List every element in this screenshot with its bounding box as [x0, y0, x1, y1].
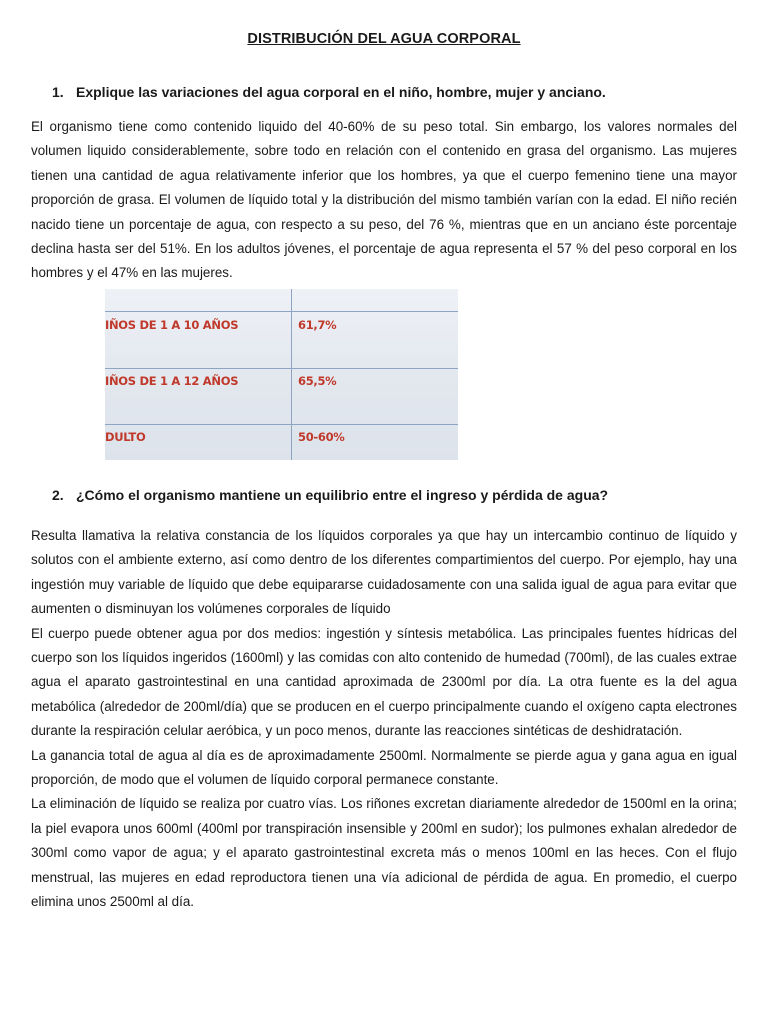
question-1-number: 1.	[52, 84, 64, 100]
question-1-heading	[52, 84, 606, 100]
answer-2-paragraph: Resulta llamativa la relativa constancia de los líquidos corporales ya que hay un intercambio continuo de líquido y solutos con el ambiente externo, así como dentro de los diferentes compartimientos del cuerpo. Por ejemplo, hay una ingestión muy variable de líquido que debe equipararse cuidadosamente con una salida igual de agua para evitar que aumenten o disminuyan los volúmenes corporales de líquido	[31, 528, 737, 617]
table-row-2-value: 65,5%	[298, 374, 337, 388]
table-row-1-value: 61,7%	[298, 318, 337, 332]
question-2-number: 2.	[52, 487, 64, 503]
table-row-2-label: IÑOS DE 1 A 12 AÑOS	[105, 374, 239, 388]
table-column-divider	[291, 289, 292, 460]
question-2-text: ¿Cómo el organismo mantiene un equilibrio entre el ingreso y pérdida de agua?	[76, 487, 609, 503]
question-1-text: Explique las variaciones del agua corporal en el niño, hombre, mujer y anciano.	[76, 84, 606, 100]
answer-2-paragraph: La eliminación de líquido se realiza por cuatro vías. Los riñones excretan diariamente alrededor de 1500ml en la orina; la piel evapora unos 600ml (400ml por transpiración insensible y 200ml en sudor); los pulmones exhalan alrededor de 300ml como vapor de agua; y el aparato gastrointestinal excreta más o menos 100ml en las heces. Con el flujo menstrual, las mujeres en edad reproductora tienen una vía adicional de pérdida de agua. En promedio, el cuerpo elimina unos 2500ml al día.	[31, 796, 737, 910]
document-title: DISTRIBUCIÓN DEL AGUA CORPORAL	[247, 31, 521, 47]
question-2-heading	[52, 487, 608, 503]
question-2-answer	[31, 524, 737, 915]
answer-1-paragraph: El organismo tiene como contenido liquido del 40-60% de su peso total. Sin embargo, los valores normales del volumen liquido considerablemente, sobre todo en relación con el contenido en grasa del organismo. Las mujeres tienen una cantidad de agua relativamente inferior que los hombres, ya que el cuerpo femenino tiene una mayor proporción de grasa. El volumen de líquido total y la distribución del mismo también varían con la edad. El niño recién nacido tiene un porcentaje de agua, con respecto a su peso, del 76 %, mientras que en un anciano éste porcentaje declina hasta ser del 51%. En los adultos jóvenes, el porcentaje de agua representa el 57 % del peso corporal en los hombres y el 47% en las mujeres.	[31, 119, 737, 281]
question-1-answer	[31, 115, 737, 286]
table-divider	[105, 424, 458, 425]
table-row-1-label: IÑOS DE 1 A 10 AÑOS	[105, 318, 239, 332]
answer-2-paragraph: El cuerpo puede obtener agua por dos medios: ingestión y síntesis metabólica. Las principales fuentes hídricas del cuerpo son los líquidos ingeridos (1600ml) y las comidas con alto contenido de humedad (700ml), de las cuales extrae agua el aparato gastrointestinal en una cantidad aproximada de 2300ml por día. La otra fuente es la del agua metabólica (alrededor de 200ml/día) que se producen en el cuerpo principalmente cuando el oxígeno capta electrones durante la respiración celular aeróbica, y un poco menos, durante las reacciones sintéticas de deshidratación.	[31, 625, 737, 739]
table-divider	[105, 311, 458, 312]
table-row-3-label: DULTO	[105, 430, 146, 444]
answer-2-paragraph: La ganancia total de agua al día es de aproximadamente 2500ml. Normalmente se pierde agua y gana agua en igual proporción, de modo que el volumen de líquido corporal permanece constante.	[31, 747, 737, 788]
table-divider	[105, 368, 458, 369]
water-percentage-table	[105, 289, 458, 460]
table-row-3-value: 50-60%	[298, 430, 345, 444]
